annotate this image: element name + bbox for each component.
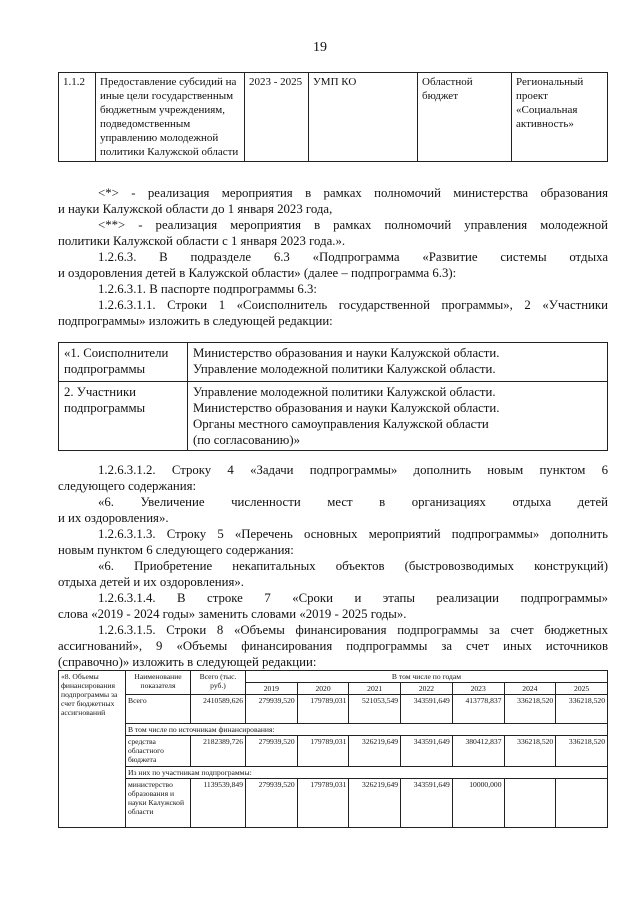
- cell-value: 326219,649: [349, 736, 401, 767]
- table-row: [59, 779, 608, 828]
- row-value-coexecutors: [188, 343, 608, 382]
- paragraph-1263-line2: и оздоровления детей в Калужской области» (далее – подпрограмма 6.3):: [58, 266, 457, 280]
- header-total: Всего (тыс. руб.): [191, 671, 246, 695]
- table-row: [59, 767, 608, 779]
- paragraph-126311-line1: 1.2.6.3.1.1. Строки 1 «Соисполнитель государственной программы», 2 «Участники: [98, 298, 608, 312]
- year-header: 2019: [246, 683, 298, 695]
- cell-value: 336218,520: [504, 695, 556, 724]
- subheader-sources: В том числе по источникам финансирования:: [126, 724, 608, 736]
- row-label-coexecutors: «1. Соисполнители подпрограммы: [59, 343, 188, 382]
- paragraph-1263-line1: 1.2.6.3. В подразделе 6.3 «Подпрограмма «Развитие системы отдыха: [98, 250, 608, 264]
- year-header: 2021: [349, 683, 401, 695]
- cell-value: 343591,649: [401, 695, 453, 724]
- cell-value: 279939,520: [246, 779, 298, 828]
- cell-value: 380412,837: [452, 736, 504, 767]
- table-row: [59, 382, 608, 451]
- paragraph-126315-line2: ассигнований», 9 «Объемы финансирования подпрограммы за счет иных источников: [58, 639, 608, 653]
- year-header: 2022: [401, 683, 453, 695]
- cell-value: 336218,520: [504, 736, 556, 767]
- cell-value: 279939,520: [246, 736, 298, 767]
- activity-years: 2023 - 2025: [245, 73, 309, 162]
- participant-3: Органы местного самоуправления Калужской области: [193, 417, 489, 431]
- row-total: 1139539,849: [191, 779, 246, 828]
- cell-value: 10000,000: [452, 779, 504, 828]
- coexecutor-1: Министерство образования и науки Калужской области.: [193, 346, 500, 360]
- row-label: средства областного бюджета: [126, 736, 191, 767]
- row-value-participants: [188, 382, 608, 451]
- header-name: Наименование показателя: [126, 671, 191, 695]
- cell-value: 179789,031: [297, 736, 349, 767]
- financing-row-label: «8. Объемы финансирования подпрограммы за счет бюджетных ассигнований: [59, 671, 126, 828]
- row-total: 2410589,626: [191, 695, 246, 724]
- year-header: 2023: [452, 683, 504, 695]
- footnote-1-line1: <*> - реализация мероприятия в рамках полномочий министерства образования: [98, 186, 608, 200]
- paragraph-126312-line1: 1.2.6.3.1.2. Строку 4 «Задачи подпрограммы» дополнить новым пунктом 6: [98, 463, 608, 477]
- activity-executor: УМП КО: [309, 73, 418, 162]
- page-number: 19: [313, 40, 327, 55]
- row-label: министерство образования и науки Калужской области: [126, 779, 191, 828]
- cell-value: 179789,031: [297, 779, 349, 828]
- participant-1: Управление молодежной политики Калужской области.: [193, 385, 496, 399]
- task-6-line2: и их оздоровления».: [58, 511, 169, 525]
- table-row: [59, 343, 608, 382]
- coexecutor-2: Управление молодежной политики Калужской области.: [193, 362, 496, 376]
- row-label-participants: 2. Участники подпрограммы: [59, 382, 188, 451]
- header-years: В том числе по годам: [246, 671, 608, 683]
- cell-value: 413778,837: [452, 695, 504, 724]
- table-row: [59, 671, 608, 683]
- footnote-2-line1: <**> - реализация мероприятия в рамках полномочий управления молодежной: [98, 218, 608, 232]
- paragraph-126314-line1: 1.2.6.3.1.4. В строке 7 «Сроки и этапы реализации подпрограммы»: [98, 591, 608, 605]
- row-label: Всего: [126, 695, 191, 724]
- table-row: [59, 736, 608, 767]
- year-header: 2024: [504, 683, 556, 695]
- cell-value: 179789,031: [297, 695, 349, 724]
- footnote-1-line2: и науки Калужской области до 1 января 2023 года,: [58, 202, 333, 216]
- cell-value: 336218,520: [556, 695, 608, 724]
- activity-6-line2: отдыха детей и их оздоровления».: [58, 575, 244, 589]
- activity-project: Региональный проект «Социальная активность»: [512, 73, 608, 162]
- paragraph-126315-line1: 1.2.6.3.1.5. Строки 8 «Объемы финансирования подпрограммы за счет бюджетных: [98, 623, 608, 637]
- paragraph-126315-line3: (справочно)» изложить в следующей редакции:: [58, 655, 317, 669]
- paragraph-12631: 1.2.6.3.1. В паспорте подпрограммы 6.3:: [98, 282, 317, 296]
- footnote-2-line2: политики Калужской области с 1 января 2023 года.».: [58, 234, 346, 248]
- financing-table: [58, 670, 608, 828]
- paragraph-126313-line2: новым пунктом 6 следующего содержания:: [58, 543, 294, 557]
- cell-value: 279939,520: [246, 695, 298, 724]
- table-row: [59, 695, 608, 724]
- paragraph-126313-line1: 1.2.6.3.1.3. Строку 5 «Перечень основных мероприятий подпрограммы» дополнить: [98, 527, 608, 541]
- cell-value: 336218,520: [556, 736, 608, 767]
- activity-6-line1: «6. Приобретение некапитальных объектов (быстровозводимых конструкций): [98, 559, 608, 573]
- cell-value: [556, 779, 608, 828]
- table-row: [59, 724, 608, 736]
- cell-value: 343591,649: [401, 779, 453, 828]
- table-row: [59, 73, 608, 162]
- participant-4: (по согласованию)»: [193, 433, 300, 447]
- paragraph-126314-line2: слова «2019 - 2024 годы» заменить словами «2019 - 2025 годы».: [58, 607, 407, 621]
- task-6-line1: «6. Увеличение численности мест в организациях отдыха детей: [98, 495, 608, 509]
- activity-name: Предоставление субсидий на иные цели государственным бюджетным учреждениям, подведомственным управлению молодежной политики Калужской области: [96, 73, 245, 162]
- paragraph-126311-line2: подпрограммы» изложить в следующей редакции:: [58, 314, 333, 328]
- paragraph-126312-line2: следующего содержания:: [58, 479, 197, 493]
- activity-table: [58, 72, 608, 162]
- subheader-participants: Из них по участникам подпрограммы:: [126, 767, 608, 779]
- row-total: 2182389,726: [191, 736, 246, 767]
- participant-2: Министерство образования и науки Калужской области.: [193, 401, 500, 415]
- activity-source: Областной бюджет: [418, 73, 512, 162]
- year-header: 2020: [297, 683, 349, 695]
- cell-value: 343591,649: [401, 736, 453, 767]
- year-header: 2025: [556, 683, 608, 695]
- cell-value: [504, 779, 556, 828]
- passport-table: [58, 342, 608, 451]
- activity-number: 1.1.2: [59, 73, 96, 162]
- cell-value: 521053,549: [349, 695, 401, 724]
- cell-value: 326219,649: [349, 779, 401, 828]
